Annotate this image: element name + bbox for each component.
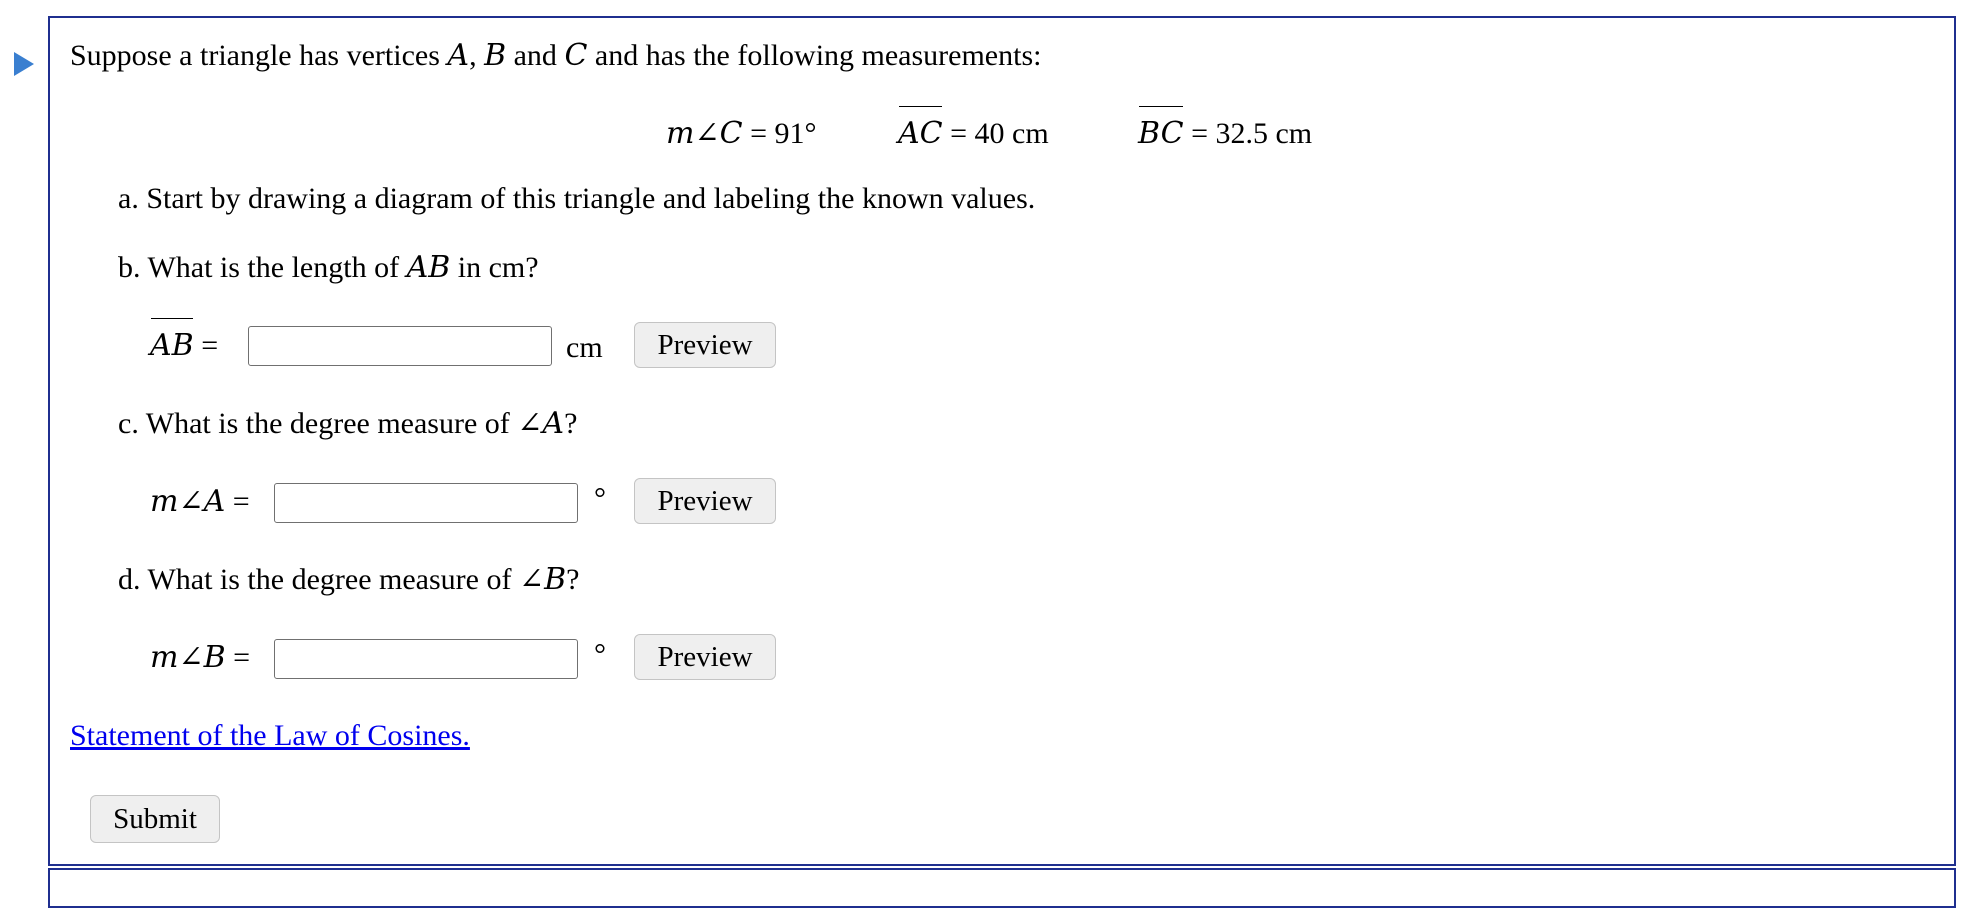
equals-sign: = [1183, 117, 1216, 150]
preview-ab-button[interactable]: Preview [634, 322, 776, 368]
part-d-prefix: d. What is the degree measure of [118, 563, 519, 596]
measure-symbol: m [150, 640, 179, 675]
equals-sign: = [225, 641, 251, 674]
segment-ab: AB [150, 328, 194, 363]
angle-vertex: B [544, 562, 567, 597]
angle-b-label [150, 640, 250, 676]
angle-symbol: ∠ [517, 407, 543, 440]
ab-label [150, 328, 218, 364]
intro-sep: , [469, 39, 485, 72]
angle-symbol: ∠ [178, 485, 204, 518]
angle-vertex: B [203, 640, 226, 675]
intro-and: and [506, 39, 565, 72]
angle-a-label [150, 484, 250, 520]
given-side-ac [898, 116, 1049, 152]
problem-intro [70, 38, 1041, 74]
intro-prefix: Suppose a triangle has vertices [70, 39, 448, 72]
expand-problem-icon[interactable] [14, 52, 34, 76]
angle-vertex: C [719, 116, 743, 151]
angle-b-input[interactable] [274, 639, 578, 679]
preview-angle-b-button[interactable]: Preview [634, 634, 776, 680]
part-c-prefix: c. What is the degree measure of [118, 407, 518, 440]
equals-sign: = [193, 329, 219, 362]
segment-ac: AC [898, 116, 943, 151]
law-of-cosines-link[interactable]: Statement of the Law of Cosines. [70, 719, 470, 752]
equals-sign: = [742, 117, 775, 150]
intro-suffix: and has the following measurements: [587, 39, 1042, 72]
angle-a-unit: ° [594, 482, 606, 515]
next-problem-container [48, 868, 1956, 908]
angle-symbol: ∠ [694, 117, 720, 150]
part-c-question [118, 406, 577, 442]
angle-vertex: A [203, 484, 226, 519]
ab-unit: cm [566, 331, 603, 364]
part-a-text: a. Start by drawing a diagram of this triangle and labeling the known values. [118, 182, 1036, 215]
side-bc-value: 32.5 cm [1215, 117, 1313, 150]
part-c-suffix: ? [564, 407, 578, 440]
preview-angle-a-button[interactable]: Preview [634, 478, 776, 524]
segment-ab: AB [406, 250, 451, 285]
angle-symbol: ∠ [518, 563, 545, 596]
angle-c-value: 91° [774, 117, 817, 150]
angle-vertex: A [542, 406, 565, 441]
angle-symbol: ∠ [178, 641, 204, 674]
vertex-b: B [484, 38, 507, 73]
part-b-question [118, 250, 539, 286]
vertex-c: C [564, 38, 588, 73]
part-d-question [118, 562, 579, 598]
equals-sign: = [942, 117, 975, 150]
side-ac-value: 40 cm [974, 117, 1049, 150]
equals-sign: = [225, 485, 250, 518]
angle-b-unit: ° [594, 638, 606, 671]
given-angle-c [666, 116, 816, 152]
measure-symbol: m [666, 116, 695, 151]
measure-symbol: m [150, 484, 179, 519]
ab-length-input[interactable] [248, 326, 552, 366]
given-side-bc [1138, 116, 1312, 152]
vertex-a: A [447, 38, 470, 73]
submit-button[interactable]: Submit [90, 795, 220, 843]
part-d-suffix: ? [566, 563, 580, 596]
angle-a-input[interactable] [274, 483, 578, 523]
part-b-suffix: in cm? [450, 251, 539, 284]
segment-bc: BC [1138, 116, 1184, 151]
part-b-prefix: b. What is the length of [118, 251, 407, 284]
